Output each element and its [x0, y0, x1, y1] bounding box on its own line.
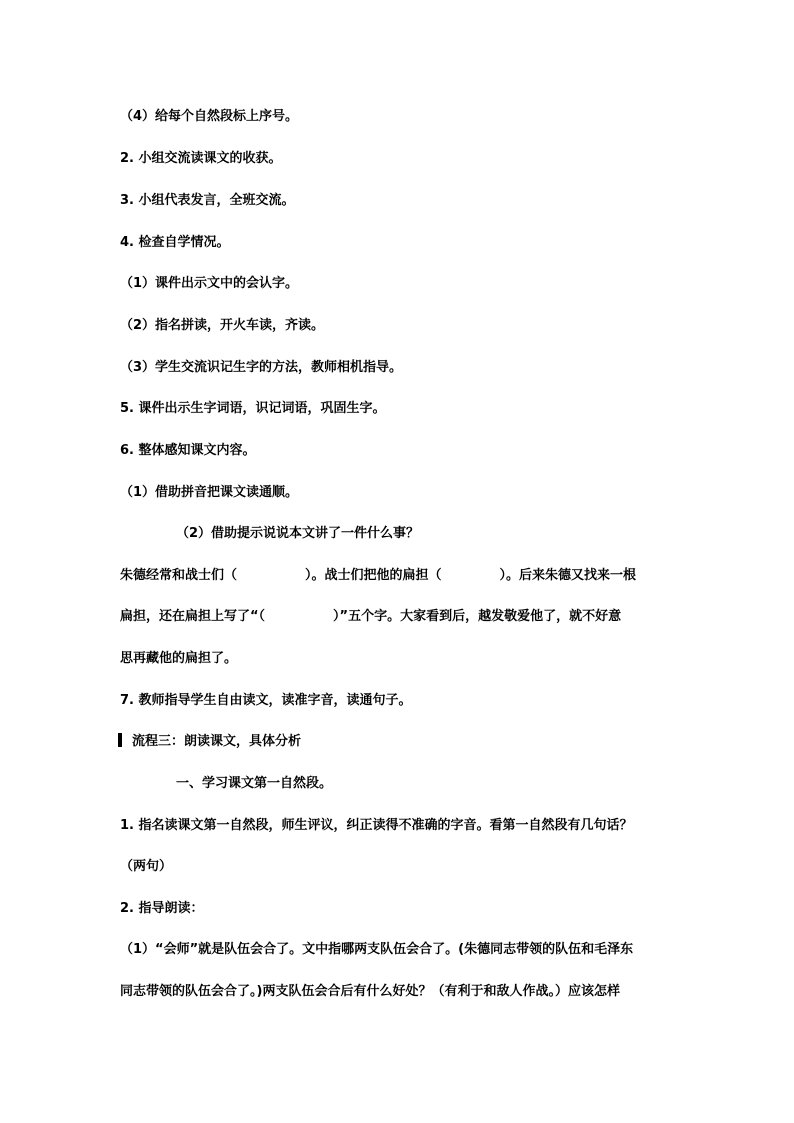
- fill-blank-text-2b: ）”五个字。大家看到后，越发敬爱他了，就不好意: [333, 609, 622, 624]
- item-1-answer: （两句）: [120, 859, 173, 874]
- section-1-title: 一、学习课文第一自然段。: [176, 776, 333, 791]
- step-4-2-read-pinyin: （2）指名拼读，开火车读，齐读。: [120, 318, 325, 333]
- item-2-1-line-2: 同志带领的队伍会合了。)两支队伍会合后有什么好处？（有利于和敌人作战。）应该怎样: [120, 984, 620, 999]
- fill-blank-text-1c: ）。后来朱德又找来一根: [499, 568, 637, 583]
- item-1-read-paragraph: 1. 指名读课文第一自然段，师生评议，纠正读得不准确的字音。看第一自然段有几句话？: [120, 818, 633, 833]
- item-2-1-line-1: （1）“会师”就是队伍会合了。文中指哪两支队伍会合了。(朱德同志带领的队伍和毛泽东: [120, 942, 634, 957]
- step-3-group-report: 3. 小组代表发言，全班交流。: [120, 193, 295, 208]
- fill-blank-line-1: [120, 567, 636, 585]
- fill-blank-text-2a: 扁担，还在扁担上写了“（: [120, 609, 266, 624]
- step-2-group-share: 2. 小组交流读课文的收获。: [120, 151, 282, 166]
- step-7-free-reading: 7. 教师指导学生自由读文，读准字音，读通句子。: [120, 693, 412, 708]
- item-2-guide-reading: 2. 指导朗读：: [120, 901, 204, 916]
- step-6-1-read-fluently: （1）借助拼音把课文读通顺。: [120, 485, 299, 500]
- fill-blank-text-1b: ）。战士们把他的扁担（: [305, 568, 442, 583]
- process-3-title: 流程三：朗读课文，具体分析: [132, 734, 302, 749]
- fill-blank-text-1a: 朱德经常和战士们（: [120, 568, 238, 583]
- step-6-overall-perception: 6. 整体感知课文内容。: [120, 443, 256, 458]
- process-3-heading: [118, 733, 301, 751]
- step-5-show-words: 5. 课件出示生字词语，识记词语，巩固生字。: [120, 401, 386, 416]
- fill-blank-line-3: 思再藏他的扁担了。: [120, 651, 238, 666]
- step-4-1-show-characters: （1）课件出示文中的会认字。: [120, 276, 299, 291]
- step-4-check-self-study: 4. 检查自学情况。: [120, 235, 230, 250]
- step-4-3-memorize-method: （3）学生交流识记生字的方法，教师相机指导。: [120, 360, 403, 375]
- step-4-4-number-paragraphs: （4）给每个自然段标上序号。: [120, 109, 299, 124]
- fill-blank-line-2: [120, 608, 621, 626]
- heading-bar-marker: [118, 733, 122, 747]
- step-6-2-summarize: （2）借助提示说说本文讲了一件什么事？: [176, 526, 420, 541]
